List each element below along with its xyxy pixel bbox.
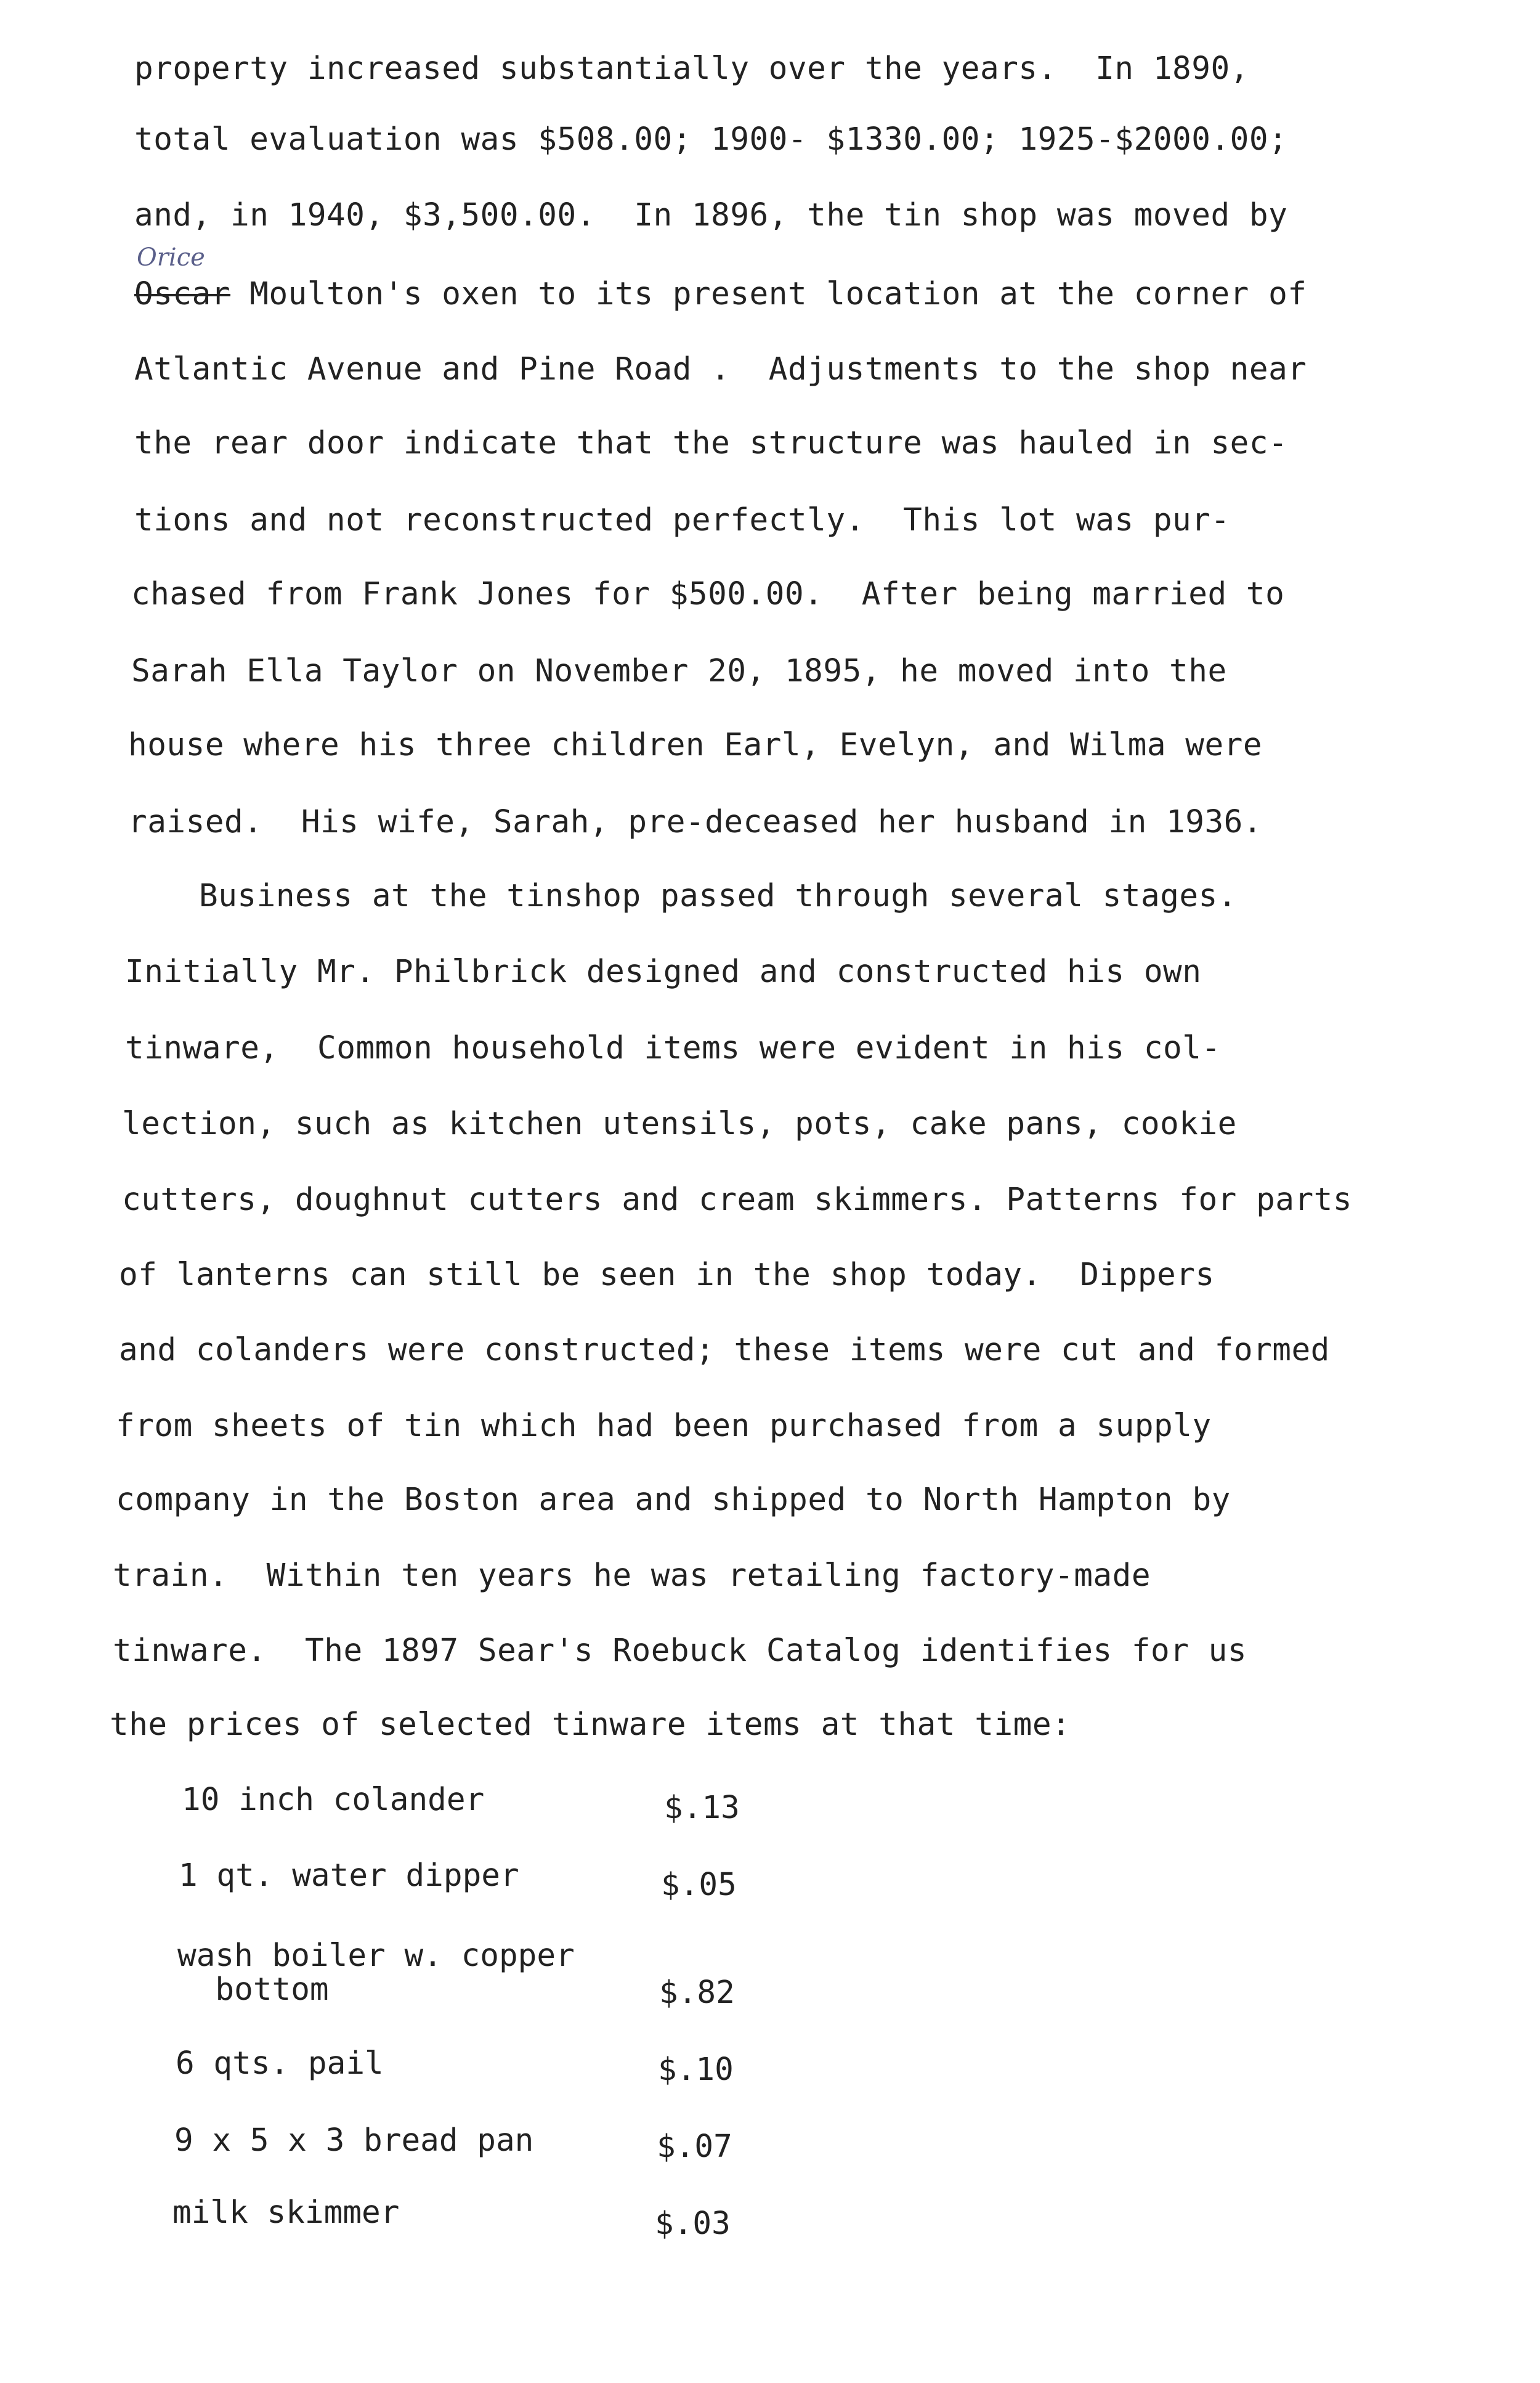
text-line: lection, such as kitchen utensils, pots, cake pans, cookie (122, 1106, 1237, 1142)
text-line: train. Within ten years he was retailing factory-made (113, 1557, 1151, 1594)
price-list-item-price: $.10 (658, 2052, 734, 2088)
text-line: Sarah Ella Taylor on November 20, 1895, he moved into the (131, 653, 1227, 689)
price-list-item-name: 10 inch colander (182, 1782, 485, 1818)
price-list-item-name: 6 qts. pail (176, 2045, 384, 2082)
text-line: company in the Boston area and shipped to North Hampton by (116, 1482, 1231, 1518)
price-list-item-name-continued: bottom (177, 1971, 329, 2008)
text-line: tinware, Common household items were evident in his col- (125, 1030, 1221, 1066)
text-line: and, in 1940, $3,500.00. In 1896, the tin shop was moved by (134, 197, 1288, 233)
text-line: property increased substantially over the years. In 1890, (134, 51, 1249, 87)
text-line: of lanterns can still be seen in the shop today. Dippers (119, 1257, 1215, 1293)
text-line: the prices of selected tinware items at that time: (110, 1707, 1071, 1743)
text-line: house where his three children Earl, Evelyn, and Wilma were (128, 727, 1263, 763)
price-list-item-price: $.03 (655, 2206, 731, 2242)
text-line: raised. His wife, Sarah, pre-deceased her husband in 1936. (128, 804, 1263, 840)
text-line: the rear door indicate that the structure was hauled in sec- (134, 425, 1288, 461)
text-line: total evaluation was $508.00; 1900- $1330.00; 1925-$2000.00; (134, 121, 1288, 158)
text-line: and colanders were constructed; these items were cut and formed (119, 1332, 1330, 1368)
struck-word: Oscar (134, 276, 231, 312)
price-list-item-price: $.05 (661, 1867, 737, 1903)
price-list-item-name: 9 x 5 x 3 bread pan (174, 2122, 534, 2159)
text-line: from sheets of tin which had been purchased from a supply (116, 1408, 1212, 1444)
text-line: cutters, doughnut cutters and cream skimmers. Patterns for parts (122, 1182, 1353, 1218)
text-line: Initially Mr. Philbrick designed and constructed his own (125, 954, 1202, 990)
text-line (134, 276, 1307, 313)
text-line: tinware. The 1897 Sear's Roebuck Catalog identifies for us (113, 1633, 1247, 1669)
price-list-item-price: $.07 (657, 2129, 732, 2165)
text-line: chased from Frank Jones for $500.00. After being married to (131, 576, 1285, 612)
text-line: Business at the tinshop passed through several stages. (199, 878, 1238, 914)
text-line-rest: Moulton's oxen to its present location at the corner of (230, 276, 1307, 312)
price-list-item-name: wash boiler w. copper (177, 1938, 575, 1974)
handwritten-correction: Orice (137, 243, 205, 272)
price-list-item-price: $.13 (664, 1790, 740, 1826)
price-list-item-price: $.82 (659, 1975, 735, 2011)
price-list-item-name: 1 qt. water dipper (179, 1857, 519, 1894)
text-line: Atlantic Avenue and Pine Road . Adjustments to the shop near (134, 351, 1307, 388)
text-line: tions and not reconstructed perfectly. This lot was pur- (134, 502, 1230, 538)
price-list-item-name: milk skimmer (172, 2194, 400, 2231)
